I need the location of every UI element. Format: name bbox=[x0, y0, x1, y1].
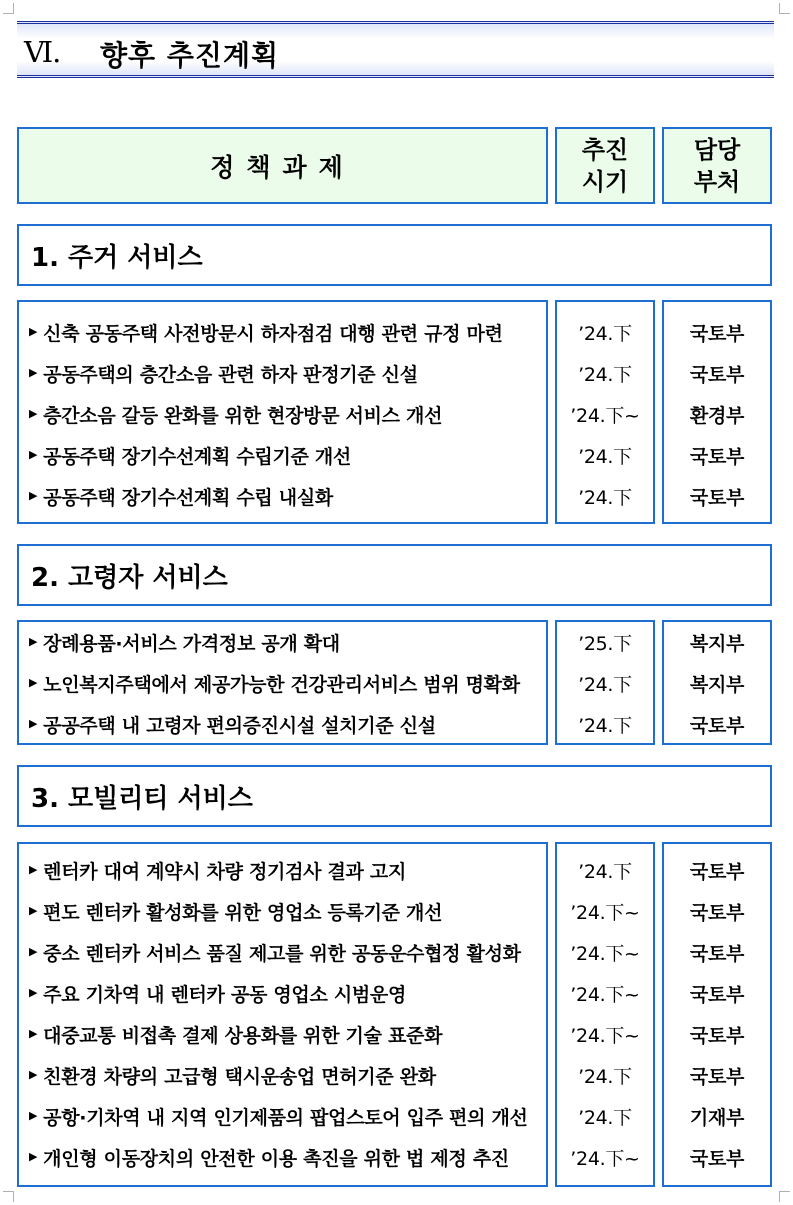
task-row: ▶ 렌터카 대여 계약시 차량 정기검사 결과 고지 bbox=[29, 861, 407, 883]
dept-value: 국토부 bbox=[689, 364, 745, 386]
timing-value: ’24.下 bbox=[578, 446, 632, 468]
triangle-bullet-icon: ▶ bbox=[29, 904, 38, 917]
section-heading-elderly: 2. 고령자 서비스 bbox=[17, 544, 772, 606]
page-corner-mark bbox=[779, 3, 790, 14]
header-timing-line2: 시기 bbox=[581, 167, 629, 196]
triangle-bullet-icon: ▶ bbox=[29, 489, 38, 502]
triangle-bullet-icon: ▶ bbox=[29, 407, 38, 420]
dept-value: 국토부 bbox=[689, 1148, 745, 1170]
section-mobility-timing bbox=[555, 842, 655, 1187]
section-mobility-tasks bbox=[17, 842, 548, 1187]
dept-value: 복지부 bbox=[689, 674, 745, 696]
dept-value: 환경부 bbox=[689, 405, 745, 427]
timing-value: ’24.下~ bbox=[570, 902, 640, 924]
dept-value: 국토부 bbox=[689, 1025, 745, 1047]
header-timing-cell bbox=[555, 127, 655, 204]
task-row: ▶ 중소 렌터카 서비스 품질 제고를 위한 공동운수협정 활성화 bbox=[29, 943, 521, 965]
header-timing-line1: 추진 bbox=[581, 135, 629, 164]
section-mobility-dept bbox=[662, 842, 772, 1187]
triangle-bullet-icon: ▶ bbox=[29, 635, 38, 648]
timing-value: ’24.下 bbox=[578, 1107, 632, 1129]
triangle-bullet-icon: ▶ bbox=[29, 1068, 38, 1081]
section-elderly-timing bbox=[555, 620, 655, 745]
section-elderly-tasks bbox=[17, 620, 548, 745]
section-housing-timing bbox=[555, 300, 655, 524]
timing-value: ’24.下 bbox=[578, 715, 632, 737]
task-row: ▶ 대중교통 비접촉 결제 상용화를 위한 기술 표준화 bbox=[29, 1025, 443, 1047]
task-row: ▶ 공공주택 내 고령자 편의증진시설 설치기준 신설 bbox=[29, 715, 436, 737]
section-heading-mobility: 3. 모빌리티 서비스 bbox=[17, 765, 772, 827]
task-row: ▶ 주요 기차역 내 렌터카 공동 영업소 시범운영 bbox=[29, 984, 407, 1006]
task-row: ▶ 공동주택의 층간소음 관련 하자 판정기준 신설 bbox=[29, 364, 418, 386]
timing-value: ’24.下~ bbox=[570, 405, 640, 427]
timing-value: ’24.下 bbox=[578, 364, 632, 386]
triangle-bullet-icon: ▶ bbox=[29, 1150, 38, 1163]
task-row: ▶ 편도 렌터카 활성화를 위한 영업소 등록기준 개선 bbox=[29, 902, 443, 924]
dept-value: 국토부 bbox=[689, 715, 745, 737]
dept-value: 국토부 bbox=[689, 984, 745, 1006]
timing-value: ’24.下 bbox=[578, 487, 632, 509]
dept-value: 국토부 bbox=[689, 902, 745, 924]
timing-value: ’24.下 bbox=[578, 1066, 632, 1088]
triangle-bullet-icon: ▶ bbox=[29, 325, 38, 338]
triangle-bullet-icon: ▶ bbox=[29, 945, 38, 958]
task-row: ▶ 신축 공동주택 사전방문시 하자점검 대행 관련 규정 마련 bbox=[29, 323, 503, 345]
timing-value: ’24.下 bbox=[578, 674, 632, 696]
section-elderly-dept bbox=[662, 620, 772, 745]
header-dept-cell bbox=[662, 127, 772, 204]
dept-value: 기재부 bbox=[689, 1107, 745, 1129]
task-row: ▶ 공항·기차역 내 지역 인기제품의 팝업스토어 입주 편의 개선 bbox=[29, 1107, 528, 1129]
timing-value: ’24.下~ bbox=[570, 1025, 640, 1047]
triangle-bullet-icon: ▶ bbox=[29, 366, 38, 379]
chapter-number: Ⅵ. bbox=[24, 35, 61, 69]
section-housing-tasks bbox=[17, 300, 548, 524]
timing-value: ’24.下~ bbox=[570, 984, 640, 1006]
page-corner-mark bbox=[779, 1191, 790, 1202]
timing-value: ’24.下~ bbox=[570, 1148, 640, 1170]
header-dept-line2: 부처 bbox=[693, 167, 741, 196]
triangle-bullet-icon: ▶ bbox=[29, 1027, 38, 1040]
timing-value: ’25.下 bbox=[578, 633, 632, 655]
page-corner-mark bbox=[3, 3, 14, 14]
timing-value: ’24.下~ bbox=[570, 943, 640, 965]
dept-value: 국토부 bbox=[689, 446, 745, 468]
section-housing-dept bbox=[662, 300, 772, 524]
triangle-bullet-icon: ▶ bbox=[29, 448, 38, 461]
triangle-bullet-icon: ▶ bbox=[29, 676, 38, 689]
timing-value: ’24.下 bbox=[578, 861, 632, 883]
chapter-title-bar bbox=[17, 21, 774, 78]
dept-value: 국토부 bbox=[689, 323, 745, 345]
triangle-bullet-icon: ▶ bbox=[29, 986, 38, 999]
task-row: ▶ 친환경 차량의 고급형 택시운송업 면허기준 완화 bbox=[29, 1066, 436, 1088]
dept-value: 국토부 bbox=[689, 1066, 745, 1088]
task-row: ▶ 노인복지주택에서 제공가능한 건강관리서비스 범위 명확화 bbox=[29, 674, 520, 696]
task-row: ▶ 공동주택 장기수선계획 수립기준 개선 bbox=[29, 446, 351, 468]
header-dept-line1: 담당 bbox=[693, 135, 741, 164]
dept-value: 국토부 bbox=[689, 943, 745, 965]
dept-value: 국토부 bbox=[689, 487, 745, 509]
task-row: ▶ 공동주택 장기수선계획 수립 내실화 bbox=[29, 487, 333, 509]
dept-value: 복지부 bbox=[689, 633, 745, 655]
task-row: ▶ 장례용품·서비스 가격정보 공개 확대 bbox=[29, 633, 340, 655]
dept-value: 국토부 bbox=[689, 861, 745, 883]
section-heading-housing: 1. 주거 서비스 bbox=[17, 224, 772, 286]
task-row: ▶ 층간소음 갈등 완화를 위한 현장방문 서비스 개선 bbox=[29, 405, 443, 427]
header-policy-cell bbox=[17, 127, 548, 204]
triangle-bullet-icon: ▶ bbox=[29, 863, 38, 876]
triangle-bullet-icon: ▶ bbox=[29, 717, 38, 730]
timing-value: ’24.下 bbox=[578, 323, 632, 345]
header-policy-label: 정책과제 bbox=[210, 152, 355, 182]
chapter-title: 향후 추진계획 bbox=[100, 39, 280, 72]
task-row: ▶ 개인형 이동장치의 안전한 이용 촉진을 위한 법 제정 추진 bbox=[29, 1148, 509, 1170]
triangle-bullet-icon: ▶ bbox=[29, 1109, 38, 1122]
page-corner-mark bbox=[3, 1191, 14, 1202]
